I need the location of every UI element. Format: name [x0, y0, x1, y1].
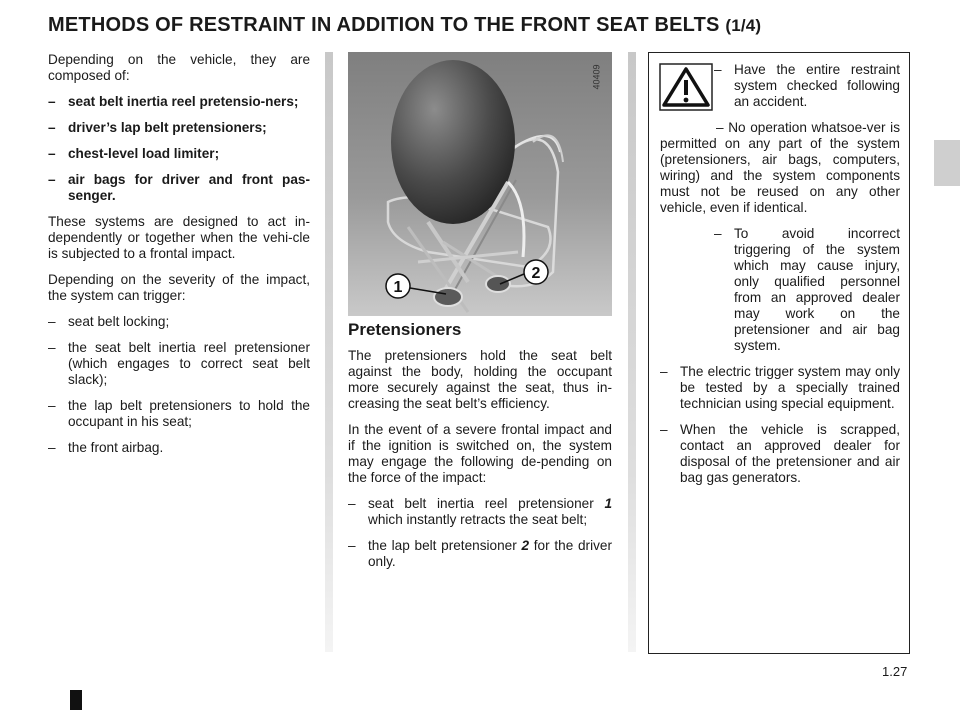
list-item: – seat belt locking;	[48, 314, 170, 329]
airbag-seat-drawing	[348, 52, 612, 316]
chapter-tab	[934, 140, 960, 186]
page-title	[48, 14, 761, 37]
reference-number-2: 2	[521, 538, 530, 553]
figure-reference-number: 40409	[591, 64, 602, 90]
column-intro	[48, 52, 310, 466]
list-item: – the front airbag.	[48, 440, 164, 455]
column-pretensioners	[348, 322, 612, 580]
section-heading: Pretensioners	[348, 320, 462, 339]
figure-reference	[591, 58, 608, 98]
components-list	[48, 94, 310, 204]
column-warnings	[660, 62, 900, 496]
list-item: – the lap belt pretensioners to hold the occupant in his seat;	[48, 398, 310, 429]
column-divider	[628, 52, 636, 652]
systems-paragraph: These systems are designed to act in-dependently or together when the vehi-cle is subjected to a frontal impact.	[48, 214, 310, 261]
reference-number-1: 1	[604, 496, 612, 511]
airbag-illustration	[348, 52, 612, 316]
list-item: – seat belt inertia reel pretensio-ners;	[48, 94, 299, 109]
severity-paragraph: Depending on the severity of the impact, the system can trigger:	[48, 272, 310, 303]
list-item: – Have the entire restraint system checked following an accident.	[714, 62, 900, 109]
page-part-indicator: (1/4)	[725, 16, 762, 35]
list-item: – air bags for driver and front pas-senger.	[48, 172, 310, 203]
impact-paragraph: In the event of a severe frontal impact and if the ignition is switched on, the system may engage the following de-pending on the force of the impact:	[348, 422, 612, 485]
pretensioner-types-list	[348, 496, 612, 570]
list-item: – driver’s lap belt pretensioners;	[48, 120, 267, 135]
pretensioners-paragraph: The pretensioners hold the seat belt against the body, holding the occupant more securely against the seat, thus in-creasing the seat belt’s efficiency.	[348, 348, 612, 411]
list-item: – No operation whatsoe-ver is permitted on any part of the system (pretensioners, air bags, computers, wiring) and the system components must not be reused on any other vehicle, even if identical.	[660, 120, 900, 215]
callout-label-1: 1	[393, 279, 403, 296]
page-title-text: METHODS OF RESTRAINT IN ADDITION TO THE FRONT SEAT BELTS	[48, 14, 720, 36]
warning-list-continued	[660, 226, 900, 486]
list-item: – chest-level load limiter;	[48, 146, 220, 161]
list-item: – When the vehicle is scrapped, contact an approved dealer for disposal of the pretensioner and air bag gas generators.	[660, 422, 900, 485]
list-item: – The electric trigger system may only be tested by a specially trained technician using special equipment.	[660, 364, 900, 411]
list-item: – the seat belt inertia reel pretensioner (which engages to correct seat belt slack);	[48, 340, 310, 387]
callout-label-2: 2	[531, 265, 541, 282]
column-divider	[325, 52, 333, 652]
corner-mark	[70, 690, 82, 710]
list-item: – To avoid incorrect triggering of the system which may cause injury, only qualified personnel from an approved dealer may work on the pretensioner and air bag system.	[714, 226, 900, 353]
triggers-list	[48, 314, 310, 456]
intro-paragraph: Depending on the vehicle, they are composed of:	[48, 52, 310, 83]
page-number: 1.27	[882, 664, 908, 679]
warning-list	[660, 62, 900, 110]
list-item: – seat belt inertia reel pretensioner 1 which instantly retracts the seat belt;	[348, 496, 612, 527]
list-item: – the lap belt pretensioner 2 for the driver only.	[348, 538, 612, 569]
